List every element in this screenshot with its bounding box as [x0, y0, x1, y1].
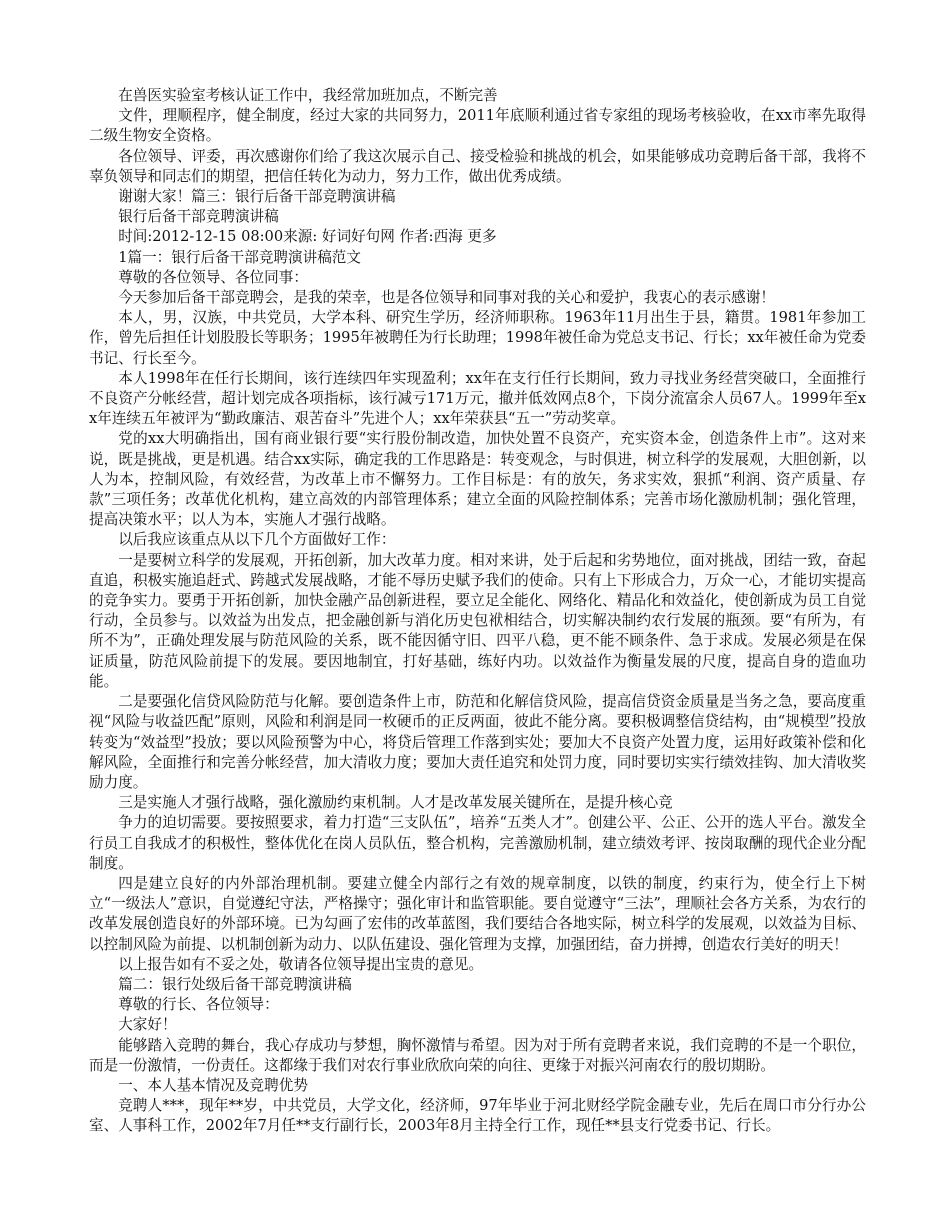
paragraph: 在兽医实验室考核认证工作中，我经常加班加点，不断完善 [118, 87, 498, 104]
paragraph: 本人，男，汉族，中共党员，大学本科、研究生学历，经济师职称。1963年11月出生于县，籍贯。1981年参加工作，曾先后担任计划股股长等职务；1995年被聘任为行长助理；1998年被任命为党总支书记、行长；xx年被任命为党委书记、行长至今。 [89, 309, 866, 367]
section-heading: 一、本人基本情况及竞聘优势 [118, 1076, 308, 1094]
paragraph: 今天参加后备干部竞聘会，是我的荣幸，也是各位领导和同事对我的关心和爱护，我衷心的表示感谢！ [118, 289, 775, 307]
paragraph: 各位领导、评委，再次感谢你们给了我这次展示自己、接受检验和挑战的机会，如果能够成功竞聘后备干部，我将不辜负领导和同志们的期望，把信任转化为动力，努力工作，做出优秀成绩。 [89, 147, 866, 185]
greeting: 大家好！ [118, 1016, 177, 1034]
paragraph: 文件，理顺程序，健全制度，经过大家的共同努力，2011年底顺利通过省专家组的现场考核验收，在xx市率先取得二级生物安全资格。 [89, 107, 866, 145]
document-title: 银行后备干部竞聘演讲稿 [118, 208, 279, 226]
paragraph: 以上报告如有不妥之处，敬请各位领导提出宝贵的意见。 [118, 955, 484, 973]
paragraph: 四是建立良好的内外部治理机制。要建立健全内部行之有效的规章制度，以铁的制度，约束行为，使全行上下树立“一级法人”意识，自觉遵纪守法，严格操守；强化审计和监管职能。要自觉遵守“三法”，理顺社会各方关系，为农行的改革发展创造良好的外部环境。已为勾画了宏伟的改革蓝图，我们要结合各地实际，树立科学的发展观，以效益为目标、以控制风险为前提、以机制创新为动力、以队伍建设、强化管理为支撑，加强团结，奋力拼搏，创造农行美好的明天！ [89, 874, 866, 953]
paragraph: 二是要强化信贷风险防范与化解。要创造条件上市，防范和化解信贷风险，提高信贷资金质量是当务之急，要高度重视“风险与收益匹配”原则，风险和利润是同一枚硬币的正反两面，彼此不能分离。要积极调整信贷结构，由“规模型”投放转变为“效益型”投放；要以风险预警为中心，将贷后管理工作落到实处；要加大不良资产处置力度，运用好政策补偿和化解风险，全面推行和完善分帐经营，加大清收力度；要加大责任追究和处罚力度，同时要切实实行绩效挂钩、加大清收奖励力度。 [89, 693, 866, 791]
document-meta: 时间:2012-12-15 08:00来源: 好词好句网 作者:西海 更多 [118, 228, 497, 246]
paragraph: 党的xx大明确指出，国有商业银行要“实行股份制改造，加快处置不良资产，充实资本金，创造条件上市”。这对来说，既是挑战，更是机遇。结合xx实际，确定我的工作思路是：转变观念，与时俱进，树立科学的发展观，大胆创新，以人为本，控制风险，有效经营，为改革上市不懈努力。工作目标是：有的放矢，务求实效，狠抓“利润、资产质量、存款”三项任务；改革优化机构，建立高效的内部管理体系；建立全面的风险控制体系；完善市场化激励机制；强化管理，提高决策水平；以人为本，实施人才强行战略。 [89, 430, 866, 529]
salutation: 尊敬的各位领导、各位同事： [118, 268, 308, 286]
paragraph: 能够踏入竞聘的舞台，我心存成功与梦想，胸怀激情与希望。因为对于所有竞聘者来说，我们竞聘的不是一个职位，而是一份激情，一份责任。这都缘于我们对农行事业欣欣向荣的向往、更缘于对振兴河南农行的殷切期盼。 [89, 1036, 866, 1074]
paragraph: 竞聘人***，现年**岁，中共党员，大学文化，经济师，97年毕业于河北财经学院金融专业，先后在周口市分行办公室、人事科工作，2002年7月任**支行副行长，2003年8月主持全行工作，现任**县支行党委书记、行长。 [89, 1097, 866, 1135]
paragraph: 一是要树立科学的发展观，开拓创新，加大改革力度。相对来讲，处于后起和劣势地位，面对挑战，团结一致，奋起直追，积极实施追赶式、跨越式发展战略，才能不辱历史赋予我们的使命。只有上下形成合力，万众一心，才能切实提高的竞争实力。要勇于开拓创新，加快金融产品创新进程，要立足全能化、网络化、精品化和效益化，使创新成为员工自觉行动，全员参与。以效益为出发点，把金融创新与消化历史包袱相结合，切实解决制约农行发展的瓶颈。要“有所为，有所不为”，正确处理发展与防范风险的关系，既不能因循守旧、四平八稳，更不能不顾条件、急于求成。发展必须是在保证质量，防范风险前提下的发展。要因地制宜，打好基础，练好内功。以效益作为衡量发展的尺度，提高自身的造血功能。 [89, 551, 866, 690]
section-heading: 1篇一：银行后备干部竞聘演讲稿范文 [118, 248, 361, 266]
paragraph: 本人1998年在任行长期间，该行连续四年实现盈利；xx年在支行任行长期间，致力寻找业务经营突破口，全面推行不良资产分帐经营，超计划完成各项指标，该行减亏171万元，撤并低效网点8个，下岗分流富余人员67人。1999年至xx年连续五年被评为“勤政廉洁、艰苦奋斗”先进个人；xx年荣获县“五一”劳动奖章。 [89, 369, 866, 428]
section-heading: 篇二：银行处级后备干部竞聘演讲稿 [118, 975, 352, 993]
paragraph: 以后我应该重点从以下几个方面做好工作： [118, 531, 396, 549]
salutation: 尊敬的行长、各位领导： [118, 996, 279, 1014]
paragraph: 争力的迫切需要。要按照要求，着力打造“三支队伍”，培养“五类人才”。创建公平、公正、公开的选人平台。激发全行员工自我成才的积极性，整体优化在岗人员队伍，整合机构，完善激励机制，建立绩效考评、按岗取酬的现代企业分配制度。 [89, 814, 866, 872]
paragraph: 三是实施人才强行战略，强化激励约束机制。人才是改革发展关键所在，是提升核心竞 [118, 794, 673, 812]
paragraph: 谢谢大家！篇三：银行后备干部竞聘演讲稿 [118, 188, 396, 206]
